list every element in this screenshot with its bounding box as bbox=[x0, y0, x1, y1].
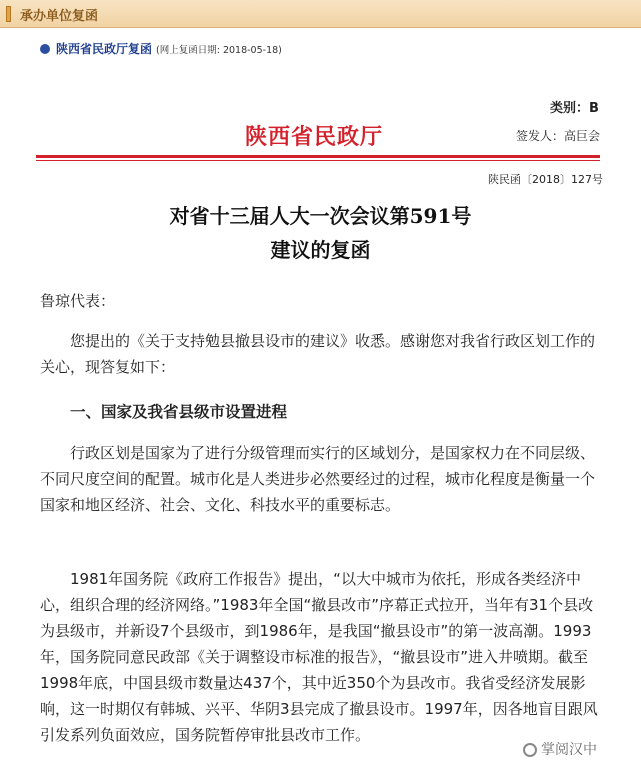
bullet-icon bbox=[40, 44, 50, 54]
header-title: 承办单位复函 bbox=[20, 9, 99, 24]
document-title-line1: 对省十三届人大一次会议第591号 bbox=[169, 204, 472, 228]
reply-line bbox=[40, 40, 282, 57]
letterhead-rule-thin bbox=[36, 160, 600, 161]
header-bar bbox=[0, 0, 641, 28]
letterhead-rule-thick bbox=[36, 155, 600, 158]
paragraph-2: 行政区划是国家为了进行分级管理而实行的区域划分，是国家权力在不同层级、不同尺度空间的配置。城市化是人类进步必然要经过的过程，城市化程度是衡量一个国家和地区经济、社会、文化、科技水平的重要标志。 bbox=[40, 444, 596, 514]
reply-date: (网上复函日期: 2018-05-18) bbox=[156, 45, 282, 56]
letterhead-title: 陕西省民政厅 bbox=[245, 124, 384, 150]
section-heading-1: 一、国家及我省县级市设置进程 bbox=[70, 403, 288, 421]
wechat-channel-icon bbox=[523, 743, 537, 757]
paragraph-3: 1981年国务院《政府工作报告》提出，“以大中城市为依托，形成各类经济中心，组织合理的经济网络。”1983年全国“撤县改市”序幕正式拉开，当年有31个县改为县级市，并新设7个县级市，到1986年，是我国“撤县设市”的第一波高潮。1993年，国务院同意民政部《关于调整设市标准的报告》，“撤县设市”进入井喷期。截至1998年底，中国县级市数量达437个，其中近350个为县改市。我省受经济发展影响，这一时期仅有韩城、兴平、华阴3县完成了撤县设市。1997年，因各地盲目跟风引发系列负面效应，国务院暂停审批县改市工作。 bbox=[40, 570, 598, 744]
category-label: 类别：B bbox=[550, 101, 599, 116]
paragraph-1: 您提出的《关于支持勉县撤县设市的建议》收悉。感谢您对我省行政区划工作的关心，现答复如下： bbox=[40, 332, 596, 376]
watermark bbox=[520, 738, 600, 760]
header-accent-mark bbox=[6, 6, 11, 22]
watermark-text: 掌阅汉中 bbox=[541, 742, 597, 758]
reply-org-link[interactable]: 陕西省民政厅复函 bbox=[56, 42, 153, 56]
salutation: 鲁琼代表： bbox=[40, 292, 116, 310]
signer-label: 签发人：高巨会 bbox=[516, 129, 601, 143]
document-number: 陕民函〔2018〕127号 bbox=[488, 173, 603, 186]
document-title-line2: 建议的复函 bbox=[270, 238, 371, 262]
